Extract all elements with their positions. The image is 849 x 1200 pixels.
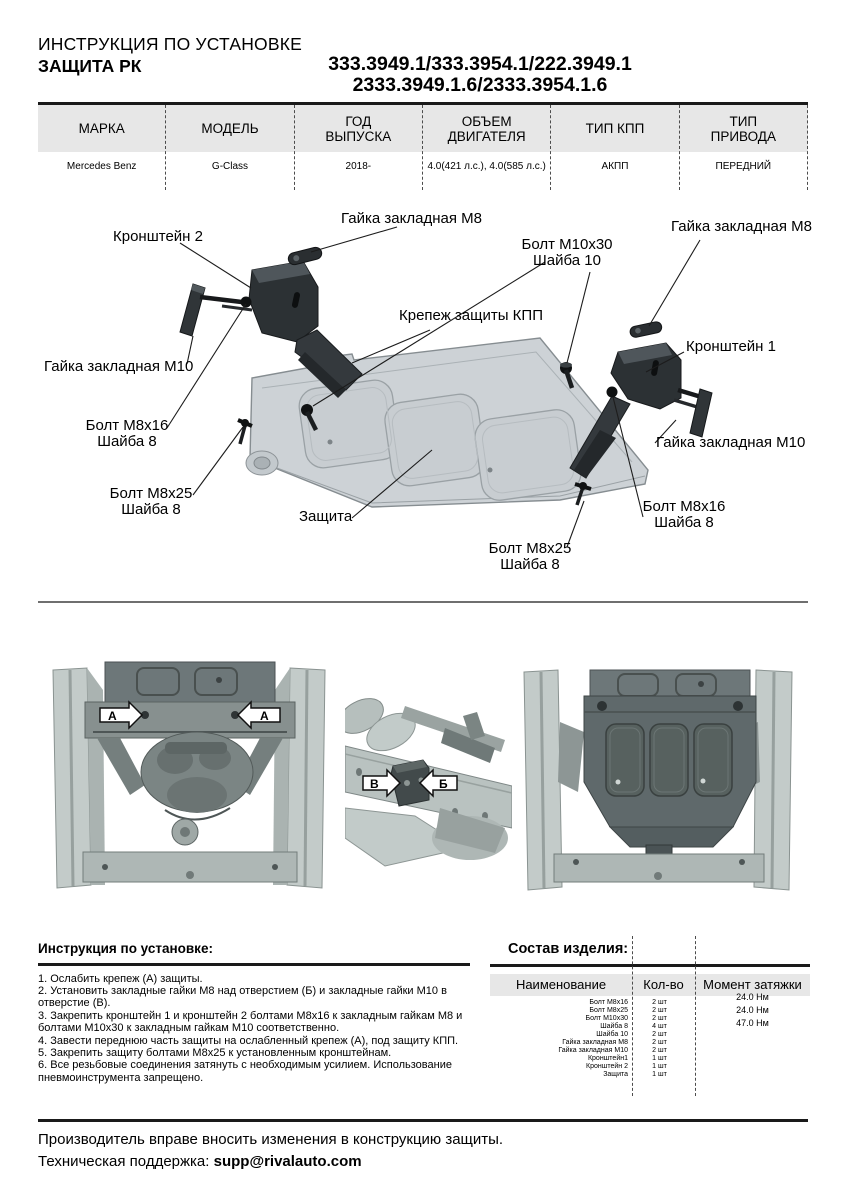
diagram-label bbox=[110, 486, 193, 517]
parts-row bbox=[490, 1039, 810, 1047]
diagram-label-line: Кронштейн 2 bbox=[113, 228, 203, 245]
marker-a-right-label: А bbox=[260, 709, 269, 723]
spec-header-line: ВЫПУСКА bbox=[325, 128, 392, 144]
spec-header-line: МАРКА bbox=[78, 121, 125, 136]
part-name: Болт М8х25 bbox=[589, 1006, 628, 1014]
parts-row bbox=[490, 1031, 810, 1039]
footer-disclaimer: Производитель вправе вносить изменения в конструкцию защиты. bbox=[38, 1131, 504, 1148]
part-qty: 2 шт bbox=[652, 1046, 667, 1054]
diagram-label bbox=[113, 229, 203, 245]
diagram-label-line: Кронштейн 1 bbox=[686, 338, 776, 355]
part-qty: 1 шт bbox=[652, 1070, 667, 1078]
spec-column-value: АКПП bbox=[601, 160, 629, 172]
part-qty: 1 шт bbox=[652, 1054, 667, 1062]
spec-column bbox=[166, 105, 294, 190]
parts-torques bbox=[695, 991, 810, 1030]
diagram-label-line: Шайба 8 bbox=[500, 555, 560, 573]
part-numbers-line2: 2333.3949.1.6/2333.3954.1.6 bbox=[352, 74, 608, 96]
diagram-label bbox=[489, 541, 572, 572]
spec-column bbox=[551, 105, 679, 190]
spec-column-value: Mercedes Benz bbox=[66, 160, 137, 172]
spec-column-header bbox=[680, 105, 807, 152]
diagram-label-line: Болт М8х25 bbox=[488, 540, 572, 557]
spec-header-line: ОБЪЕМ bbox=[461, 113, 512, 129]
marker-a-left-label: А bbox=[108, 709, 117, 723]
diagram-label bbox=[686, 339, 776, 355]
diagram-label bbox=[656, 435, 805, 451]
part-qty: 2 шт bbox=[652, 1030, 667, 1038]
parts-divider-1 bbox=[632, 936, 633, 1096]
diagram-label bbox=[86, 418, 169, 449]
spec-column-header bbox=[166, 105, 293, 152]
diagram-label-line: Гайка закладная М10 bbox=[656, 434, 806, 451]
instruction-steps bbox=[38, 973, 470, 1085]
parts-row bbox=[490, 1055, 810, 1063]
diagram-label-line: Шайба 8 bbox=[654, 513, 714, 531]
torque-value: 24.0 Нм bbox=[736, 992, 769, 1002]
diagram-label-line: Гайка закладная М8 bbox=[671, 218, 812, 235]
spec-column-value: 2018- bbox=[345, 160, 372, 172]
spec-header-line: ТИП bbox=[729, 113, 758, 129]
section-separator-line bbox=[38, 601, 808, 603]
footer-support-email: supp@rivalauto.com bbox=[213, 1153, 362, 1170]
parts-divider-2 bbox=[695, 936, 696, 1096]
exploded-view-diagram bbox=[0, 190, 849, 610]
spec-header-line: ТИП КПП bbox=[585, 121, 645, 136]
instruction-step: 1. Ослабить крепеж (А) защиты. bbox=[38, 972, 203, 985]
torque-value: 24.0 Нм bbox=[736, 1005, 769, 1015]
part-name: Кронштейн 2 bbox=[586, 1062, 628, 1070]
diagram-label bbox=[643, 499, 726, 530]
spec-column-header bbox=[38, 105, 165, 152]
part-name: Болт М8х16 bbox=[589, 998, 628, 1006]
diagram-label-line: Шайба 10 bbox=[533, 251, 601, 269]
marker-b-label: Б bbox=[439, 777, 448, 791]
spec-header-line: МОДЕЛЬ bbox=[201, 121, 259, 136]
part-name: Гайка закладная М8 bbox=[562, 1038, 628, 1046]
parts-row bbox=[490, 1071, 810, 1079]
part-qty: 2 шт bbox=[652, 1006, 667, 1014]
diagram-label-line: Шайба 8 bbox=[121, 500, 181, 518]
diagram-label bbox=[44, 359, 193, 375]
diagram-label-line: Болт М8х25 bbox=[109, 485, 193, 502]
photo-frame-holes bbox=[345, 688, 512, 872]
parts-col-torque: Момент затяжки bbox=[703, 977, 802, 992]
diagram-label bbox=[671, 219, 812, 235]
document-title: ИНСТРУКЦИЯ ПО УСТАНОВКЕ bbox=[38, 34, 302, 54]
diagram-label bbox=[341, 211, 482, 227]
diagram-label-line: Болт М10х30 bbox=[521, 236, 613, 253]
spec-header-line: ПРИВОДА bbox=[710, 128, 776, 144]
part-qty: 1 шт bbox=[652, 1062, 667, 1070]
installation-instructions bbox=[38, 941, 470, 1084]
spec-header-line: ДВИГАТЕЛЯ bbox=[447, 128, 526, 144]
photo-loosen-fasteners bbox=[45, 660, 335, 893]
footer-rule bbox=[38, 1119, 808, 1122]
part-qty: 2 шт bbox=[652, 998, 667, 1006]
instruction-step: 4. Завести переднюю часть защиты на ослабленный крепеж (А), под защиту КПП. bbox=[38, 1034, 459, 1047]
part-name: Кронштейн1 bbox=[587, 1054, 628, 1062]
spec-column bbox=[680, 105, 808, 190]
parts-rule bbox=[490, 964, 810, 967]
diagram-labels bbox=[0, 190, 849, 610]
torque-value: 47.0 Нм bbox=[736, 1018, 769, 1028]
parts-row bbox=[490, 1047, 810, 1055]
part-qty: 4 шт bbox=[652, 1022, 667, 1030]
spec-column-header bbox=[551, 105, 678, 152]
diagram-label-line: Гайка закладная М8 bbox=[341, 210, 482, 227]
diagram-label-line: Шайба 8 bbox=[97, 432, 157, 450]
spec-column bbox=[295, 105, 423, 190]
spec-column-value: ПЕРЕДНИЙ bbox=[715, 160, 772, 172]
part-name: Болт М10х30 bbox=[585, 1014, 628, 1022]
instruction-step: 3. Закрепить кронштейн 1 и кронштейн 2 болтами М8х16 к закладным гайкам М8 и болтами М10х30 к закладным гайкам М10 соответственно. bbox=[38, 1009, 463, 1035]
parts-title: Состав изделия: bbox=[508, 941, 629, 957]
diagram-label-line: Гайка закладная М10 bbox=[44, 358, 194, 375]
marker-v-label: В bbox=[370, 777, 379, 791]
product-name: ЗАЩИТА РК bbox=[38, 56, 142, 76]
part-qty: 2 шт bbox=[652, 1014, 667, 1022]
diagram-label-line: Крепеж защиты КПП bbox=[399, 307, 543, 324]
diagram-label-line: Защита bbox=[299, 508, 353, 525]
photo-installed-guard bbox=[518, 662, 800, 893]
footer-support-label: Техническая поддержка: bbox=[38, 1153, 214, 1170]
spec-column-value: 4.0(421 л.с.), 4.0(585 л.с.) bbox=[427, 160, 546, 172]
footer-support bbox=[38, 1153, 362, 1170]
instructions-title: Инструкция по установке: bbox=[38, 941, 213, 956]
spec-columns bbox=[38, 105, 808, 190]
spec-column-value: G-Class bbox=[211, 160, 249, 172]
parts-col-qty: Кол-во bbox=[643, 977, 684, 992]
parts-col-name: Наименование bbox=[515, 977, 607, 992]
instructions-rule bbox=[38, 963, 470, 966]
part-name: Шайба 8 bbox=[600, 1022, 628, 1030]
spec-column-header bbox=[423, 105, 550, 152]
instruction-step: 2. Установить закладные гайки М8 над отверстием (Б) и закладные гайки М10 в отверстие (В). bbox=[38, 984, 447, 1010]
diagram-label bbox=[521, 237, 612, 268]
diagram-label bbox=[299, 509, 352, 525]
diagram-label-line: Болт М8х16 bbox=[85, 417, 169, 434]
part-name: Шайба 10 bbox=[596, 1030, 628, 1038]
instruction-step: 5. Закрепить защиту болтами М8х25 к установленным кронштейнам. bbox=[38, 1046, 392, 1059]
vehicle-spec-table bbox=[38, 102, 808, 192]
diagram-label-line: Болт М8х16 bbox=[642, 498, 726, 515]
spec-column-header bbox=[295, 105, 422, 152]
diagram-label bbox=[399, 308, 543, 324]
spec-column bbox=[38, 105, 166, 190]
spec-header-line: ГОД bbox=[345, 113, 372, 129]
parts-row bbox=[490, 1063, 810, 1071]
part-name: Гайка закладная М10 bbox=[558, 1046, 628, 1054]
part-name: Защита bbox=[603, 1070, 628, 1078]
part-numbers-line1: 333.3949.1/333.3954.1/222.3949.1 bbox=[328, 53, 632, 75]
parts-list bbox=[490, 941, 810, 1079]
part-qty: 2 шт bbox=[652, 1038, 667, 1046]
spec-column bbox=[423, 105, 551, 190]
instruction-step: 6. Все резьбовые соединения затянуть с необходимым усилием. Использование пневмоинструмента запрещено. bbox=[38, 1059, 452, 1084]
